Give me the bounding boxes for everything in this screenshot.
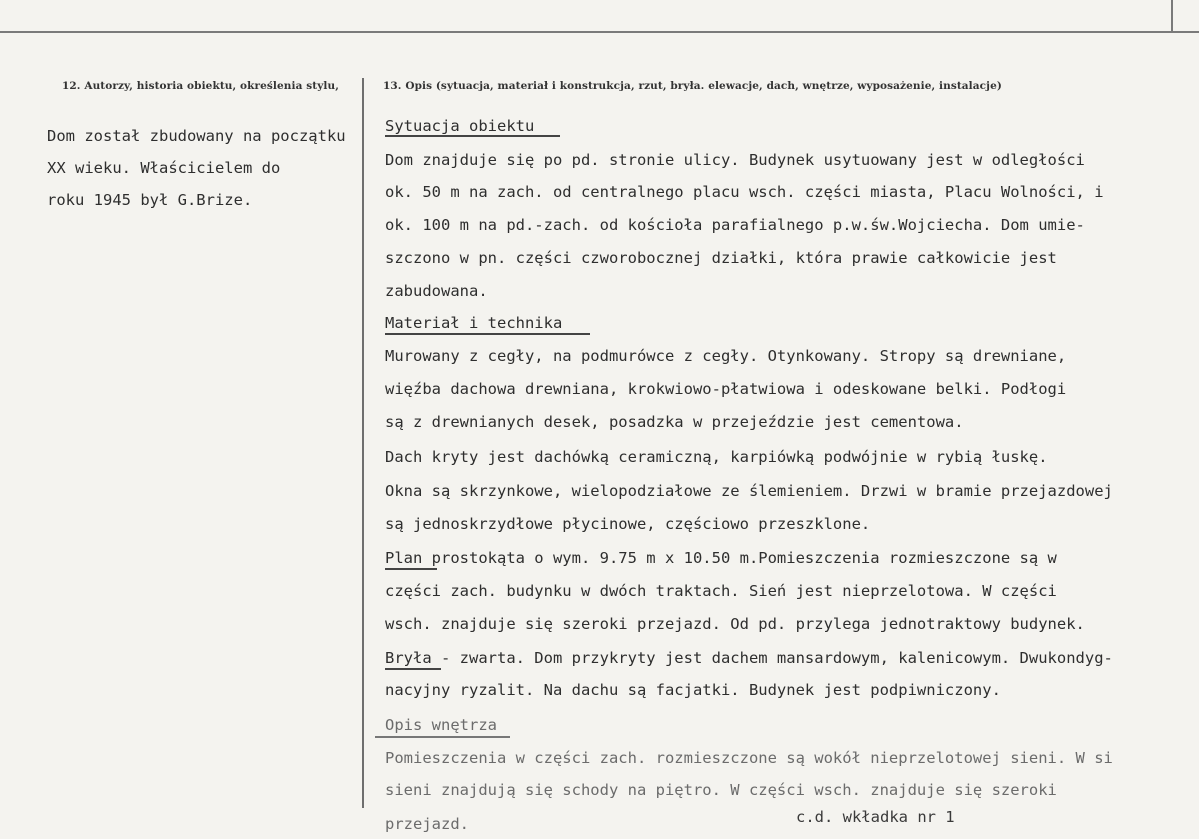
- heading-underline: [385, 568, 437, 570]
- description-line-bryla: Bryła - zwarta. Dom przykryty jest dachem mansardowym, kalenicowym. Dwukondyg-: [385, 649, 1113, 667]
- description-line: wsch. znajduje się szeroki przejazd. Od pd. przylega jednotraktowy budynek.: [385, 615, 1085, 633]
- heading-underline: [385, 333, 590, 335]
- description-line: ok. 100 m na pd.-zach. od kościoła parafialnego p.w.św.Wojciecha. Dom umie-: [385, 216, 1085, 234]
- heading-underline: [385, 135, 560, 137]
- description-line: Murowany z cegły, na podmurówce z cegły. Otynkowany. Stropy są drewniane,: [385, 347, 1067, 365]
- description-line: ok. 50 m na zach. od centralnego placu wsch. części miasta, Placu Wolności, i: [385, 183, 1104, 201]
- history-line: XX wieku. Właścicielem do: [47, 159, 281, 177]
- column-divider: [362, 78, 364, 808]
- description-line: więźba dachowa drewniana, krokwiowo-płatwiowa i odeskowane belki. Podłogi: [385, 380, 1067, 398]
- history-line: roku 1945 był G.Brize.: [47, 191, 253, 209]
- description-line: części zach. budynku w dwóch traktach. Sień jest nieprzelotowa. W części: [385, 582, 1057, 600]
- section-heading-situation: Sytuacja obiektu: [385, 117, 535, 135]
- section-heading-material: Materiał i technika: [385, 314, 563, 332]
- description-line: zabudowana.: [385, 282, 488, 300]
- header-authors-history: 12. Autorzy, historia obiektu, określenia stylu,: [62, 80, 340, 92]
- description-line: nacyjny ryzalit. Na dachu są facjatki. Budynek jest podpiwniczony.: [385, 681, 1001, 699]
- description-line: szczono w pn. części czworobocznej działki, która prawie całkowicie jest: [385, 249, 1057, 267]
- header-description: 13. Opis (sytuacja, materiał i konstrukcja, rzut, bryła. elewacje, dach, wnętrze, wyposażenie, instalacje): [383, 80, 1002, 92]
- top-rule: [0, 31, 1199, 33]
- heading-underline: [375, 736, 510, 738]
- description-line: przejazd.: [385, 815, 469, 833]
- description-line: Dach kryty jest dachówką ceramiczną, karpiówką podwójnie w rybią łuskę.: [385, 448, 1048, 466]
- continuation-note: c.d. wkładka nr 1: [796, 808, 955, 826]
- description-line: Okna są skrzynkowe, wielopodziałowe ze ślemieniem. Drzwi w bramie przejazdowej: [385, 482, 1113, 500]
- description-line: są jednoskrzydłowe płycinowe, częściowo przeszklone.: [385, 515, 871, 533]
- history-line: Dom został zbudowany na początku: [47, 127, 346, 145]
- description-line: Dom znajduje się po pd. stronie ulicy. Budynek usytuowany jest w odległości: [385, 151, 1085, 169]
- heading-underline: [385, 668, 441, 670]
- corner-tick: [1171, 0, 1173, 32]
- section-heading-interior: Opis wnętrza: [385, 716, 497, 734]
- description-line: Pomieszczenia w części zach. rozmieszczone są wokół nieprzelotowej sieni. W si: [385, 749, 1113, 767]
- description-line: sieni znajdują się schody na piętro. W części wsch. znajduje się szeroki: [385, 781, 1057, 799]
- description-line: są z drewnianych desek, posadzka w przejeździe jest cementowa.: [385, 413, 964, 431]
- description-line-plan: Plan prostokąta o wym. 9.75 m x 10.50 m.Pomieszczenia rozmieszczone są w: [385, 549, 1057, 567]
